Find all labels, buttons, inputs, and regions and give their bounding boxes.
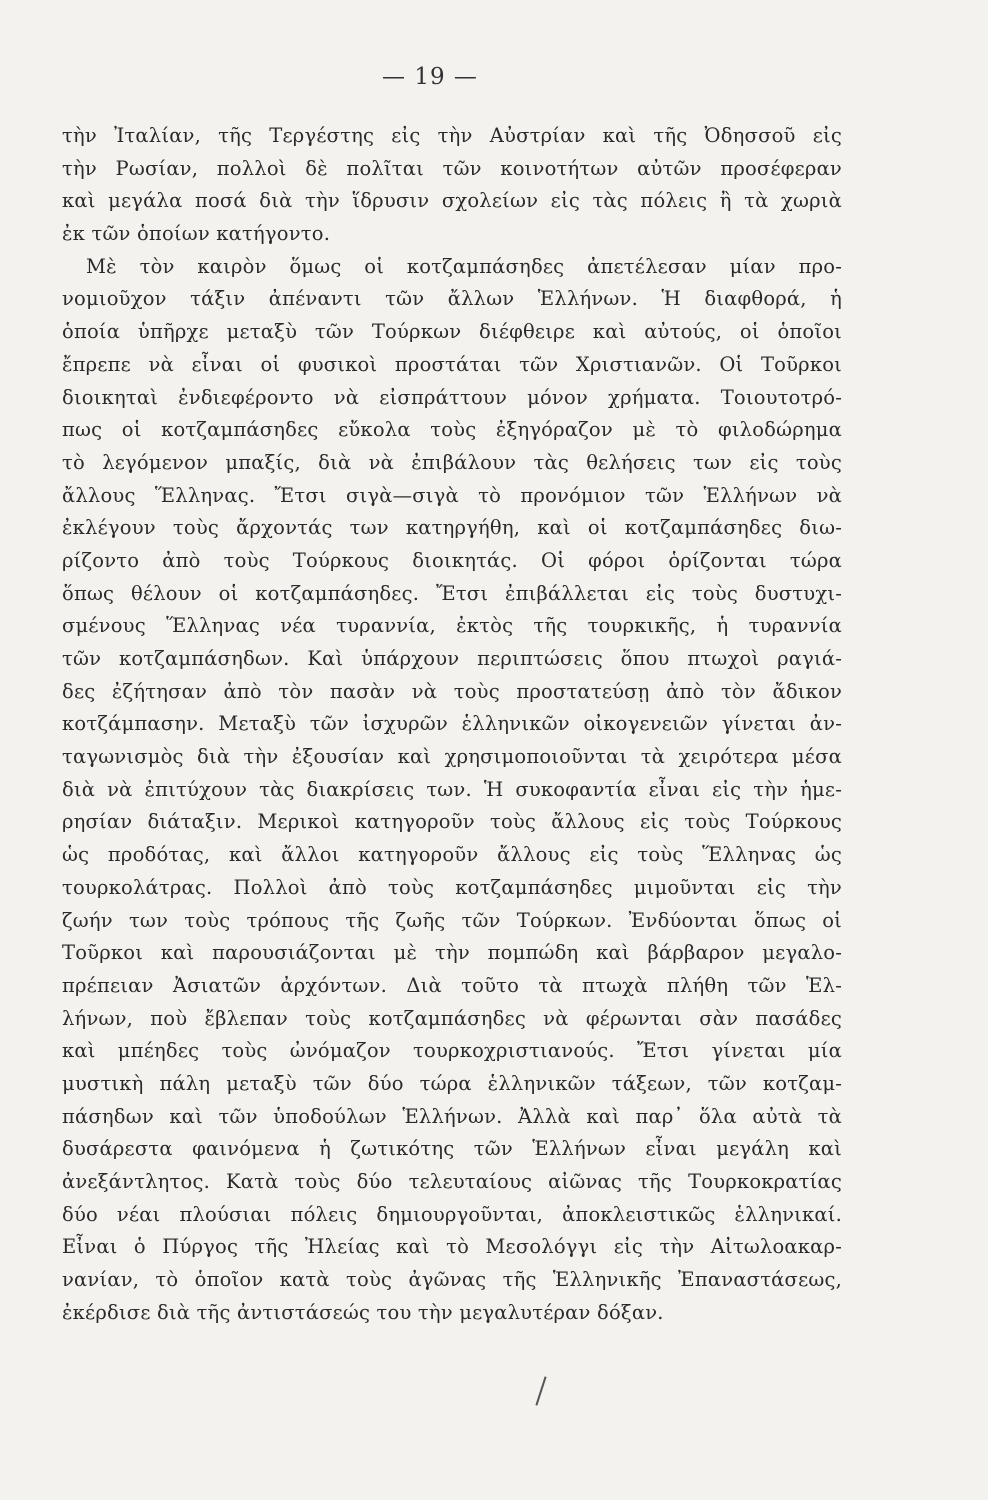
text-line: ἄλλους Ἕλληνας. Ἔτσι σιγὰ—σιγὰ τὸ προνόμιον τῶν Ἑλλήνων νὰ	[62, 483, 842, 507]
text-line: ζωήν των τοὺς τρόπους τῆς ζωῆς τῶν Τούρκων. Ἐνδύονται ὅπως οἱ	[62, 908, 842, 932]
text-line: καὶ μεγάλα ποσά διὰ τὴν ἵδρυσιν σχολείων εἰς τὰς πόλεις ἢ τὰ χωριὰ	[62, 189, 842, 213]
text-line: Μὲ τὸν καιρὸν ὅμως οἱ κοτζαμπάσηδες ἀπετέλεσαν μίαν προ-	[86, 254, 842, 278]
text-line: διοικηταὶ ἐνδιεφέροντο νὰ εἰσπράττουν μόνον χρήματα. Τοιουτοτρό-	[62, 385, 842, 409]
text-line: δυσάρεστα φαινόμενα ἡ ζωτικότης τῶν Ἑλλήνων εἶναι μεγάλη καὶ	[62, 1137, 842, 1161]
pencil-mark	[535, 1376, 546, 1405]
text-line: σμένους Ἕλληνας νέα τυραννία, ἐκτὸς τῆς τουρκικῆς, ἡ τυραννία	[62, 614, 842, 638]
text-line: καὶ μπέηδες τοὺς ὠνόμαζον τουρκοχριστιανούς. Ἔτσι γίνεται μία	[62, 1039, 842, 1063]
text-line: πρέπειαν Ἀσιατῶν ἀρχόντων. Διὰ τοῦτο τὰ πτωχὰ πλήθη τῶν Ἑλ-	[62, 973, 842, 997]
text-line: ὁποία ὑπῆρχε μεταξὺ τῶν Τούρκων διέφθειρε καὶ αὐτούς, οἱ ὁποῖοι	[62, 320, 842, 344]
text-line: δες ἐζήτησαν ἀπὸ τὸν πασὰν νὰ τοὺς προστατεύσῃ ἀπὸ τὸν ἄδικον	[62, 679, 842, 703]
text-line: Εἶναι ὁ Πύργος τῆς Ἠλείας καὶ τὸ Μεσολόγγι εἰς τὴν Αἰτωλοακαρ-	[62, 1235, 842, 1259]
text-line: κοτζάμπασην. Μεταξὺ τῶν ἰσχυρῶν ἑλληνικῶν οἰκογενειῶν γίνεται ἀν-	[62, 712, 842, 736]
page-number: — 19 —	[382, 64, 478, 90]
text-line: ρησίαν διάταξιν. Μερικοὶ κατηγοροῦν τοὺς ἄλλους εἰς τοὺς Τούρκους	[62, 810, 842, 834]
text-line: τουρκολάτρας. Πολλοὶ ἀπὸ τοὺς κοτζαμπάσηδες μιμοῦνται εἰς τὴν	[62, 875, 842, 899]
text-line: νανίαν, τὸ ὁποῖον κατὰ τοὺς ἀγῶνας τῆς Ἑλληνικῆς Ἐπαναστάσεως,	[62, 1268, 842, 1292]
text-line: διὰ νὰ ἐπιτύχουν τὰς διακρίσεις των. Ἡ συκοφαντία εἶναι εἰς τὴν ἡμε-	[62, 777, 842, 801]
text-line: Τοῦρκοι καὶ παρουσιάζονται μὲ τὴν πομπώδη καὶ βάρβαρον μεγαλο-	[62, 941, 842, 965]
text-line: τὸ λεγόμενον μπαξίς, διὰ νὰ ἐπιβάλουν τὰς θελήσεις των εἰς τοὺς	[62, 450, 842, 474]
text-line: πως οἱ κοτζαμπάσηδες εὔκολα τοὺς ἐξηγόραζον μὲ τὸ φιλοδώρημα	[62, 418, 842, 442]
text-line: δύο νέαι πλούσιαι πόλεις δημιουργοῦνται, ἀποκλειστικῶς ἑλληνικαί.	[62, 1202, 842, 1226]
text-line: πάσηδων καὶ τῶν ὑποδούλων Ἑλλήνων. Ἀλλὰ καὶ παρ᾽ ὅλα αὐτὰ τὰ	[62, 1104, 842, 1128]
text-line: νομιοῦχον τάξιν ἀπέναντι τῶν ἄλλων Ἑλλήνων. Ἡ διαφθορά, ἡ	[62, 287, 842, 311]
text-line: τὴν Ἰταλίαν, τῆς Τεργέστης εἰς τὴν Αὐστρίαν καὶ τῆς Ὀδησσοῦ εἰς	[62, 124, 842, 147]
text-line: τὴν Ρωσίαν, πολλοὶ δὲ πολῖται τῶν κοινοτήτων αὐτῶν προσέφεραν	[62, 156, 842, 180]
text-line: ὅπως θέλουν οἱ κοτζαμπάσηδες. Ἔτσι ἐπιβάλλεται εἰς τοὺς δυστυχι-	[62, 581, 842, 605]
text-line: ταγωνισμὸς διὰ τὴν ἐξουσίαν καὶ χρησιμοποιοῦνται τὰ χειρότερα μέσα	[62, 745, 842, 769]
text-line: ἔπρεπε νὰ εἶναι οἱ φυσικοὶ προστάται τῶν Χριστιανῶν. Οἱ Τοῦρκοι	[62, 352, 842, 376]
text-line: ἐκ τῶν ὁποίων κατήγοντο.	[62, 222, 331, 246]
text-line: ρίζοντο ἀπὸ τοὺς Τούρκους διοικητάς. Οἱ φόροι ὁρίζονται τώρα	[62, 548, 842, 572]
text-line: ἐκλέγουν τοὺς ἄρχοντάς των κατηργήθη, καὶ οἱ κοτζαμπάσηδες διω-	[62, 516, 842, 540]
text-line: μυστικὴ πάλη μεταξὺ τῶν δύο τώρα ἑλληνικῶν τάξεων, τῶν κοτζαμ-	[62, 1071, 842, 1095]
text-line: ἀνεξάντλητος. Κατὰ τοὺς δύο τελευταίους αἰῶνας τῆς Τουρκοκρατίας	[62, 1170, 842, 1193]
text-line: ἐκέρδισε διὰ τῆς ἀντιστάσεώς του τὴν μεγαλυτέραν δόξαν.	[62, 1300, 664, 1324]
text-line: ὡς προδότας, καὶ ἄλλοι κατηγοροῦν ἄλλους εἰς τοὺς Ἕλληνας ὡς	[62, 843, 842, 867]
text-line: τῶν κοτζαμπάσηδων. Καὶ ὑπάρχουν περιπτώσεις ὅπου πτωχοὶ ραγιά-	[62, 647, 842, 670]
text-line: λήνων, ποὺ ἔβλεπαν τοὺς κοτζαμπάσηδες νὰ φέρωνται σὰν πασάδες	[62, 1006, 842, 1030]
body-text	[62, 120, 842, 1329]
